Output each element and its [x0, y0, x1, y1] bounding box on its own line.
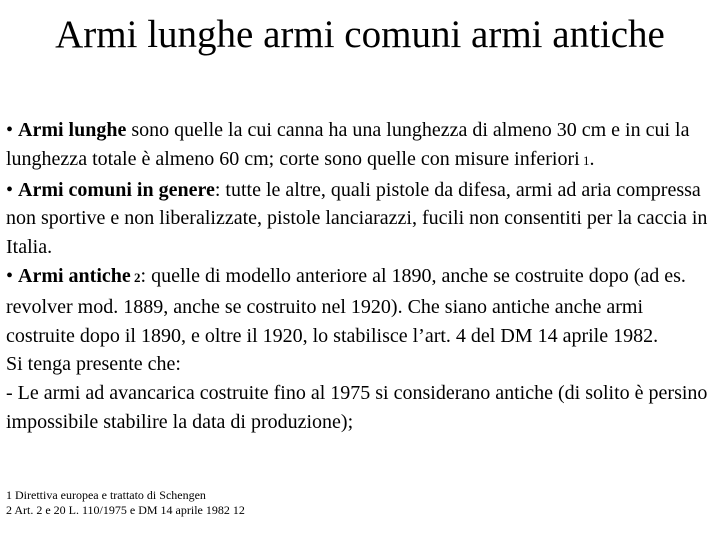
footnotes [6, 488, 245, 518]
bullet: • [6, 178, 14, 201]
slide-title: Armi lunghe armi comuni armi antiche [55, 13, 665, 56]
term-armi-comuni: Armi comuni in genere [18, 178, 215, 201]
item-armi-comuni [6, 176, 714, 262]
term-armi-lunghe: Armi lunghe [18, 119, 127, 141]
bullet: • [6, 264, 14, 287]
item-text: : tutte le altre, quali pistole da difesa, armi ad aria compressa non sportive e non liberalizzate, pistole lanciarazzi, fucili non consentiti per la caccia in Italia. [6, 178, 708, 259]
item-armi-lunghe [6, 116, 714, 176]
footnote-1: 1 Direttiva europea e trattato di Schengen [6, 488, 206, 502]
item-text-end: . [589, 147, 595, 170]
footnote-2: 2 Art. 2 e 20 L. 110/1975 e DM 14 aprile 1982 12 [6, 503, 245, 517]
slide-body [6, 116, 714, 437]
term-armi-antiche: Armi antiche [18, 264, 131, 287]
item-armi-antiche [6, 262, 714, 350]
bullet: • [6, 119, 14, 141]
footnote-ref: 2 [130, 269, 141, 285]
note-line: - Le armi ad avancarica costruite fino al 1975 si considerano antiche (di solito è persino impossibile stabilire la data di produzione); [6, 382, 708, 433]
item-text: : quelle di modello anteriore al 1890, anche se costruite dopo (ad es. revolver mod. 1889, anche se costruito nel 1920). Che siano antiche anche armi costruite dopo il 1890, e oltre il 1920, lo stabilisce l’art. 4 del DM 14 aprile 1982. [6, 264, 686, 347]
note-intro: Si tenga presente che: [6, 353, 181, 376]
footnote-ref: 1 [579, 152, 590, 168]
item-text: sono quelle la cui canna ha una lunghezza di almeno 30 cm e in cui la lunghezza totale è almeno 60 cm; corte sono quelle con misure inferiori [6, 119, 690, 170]
